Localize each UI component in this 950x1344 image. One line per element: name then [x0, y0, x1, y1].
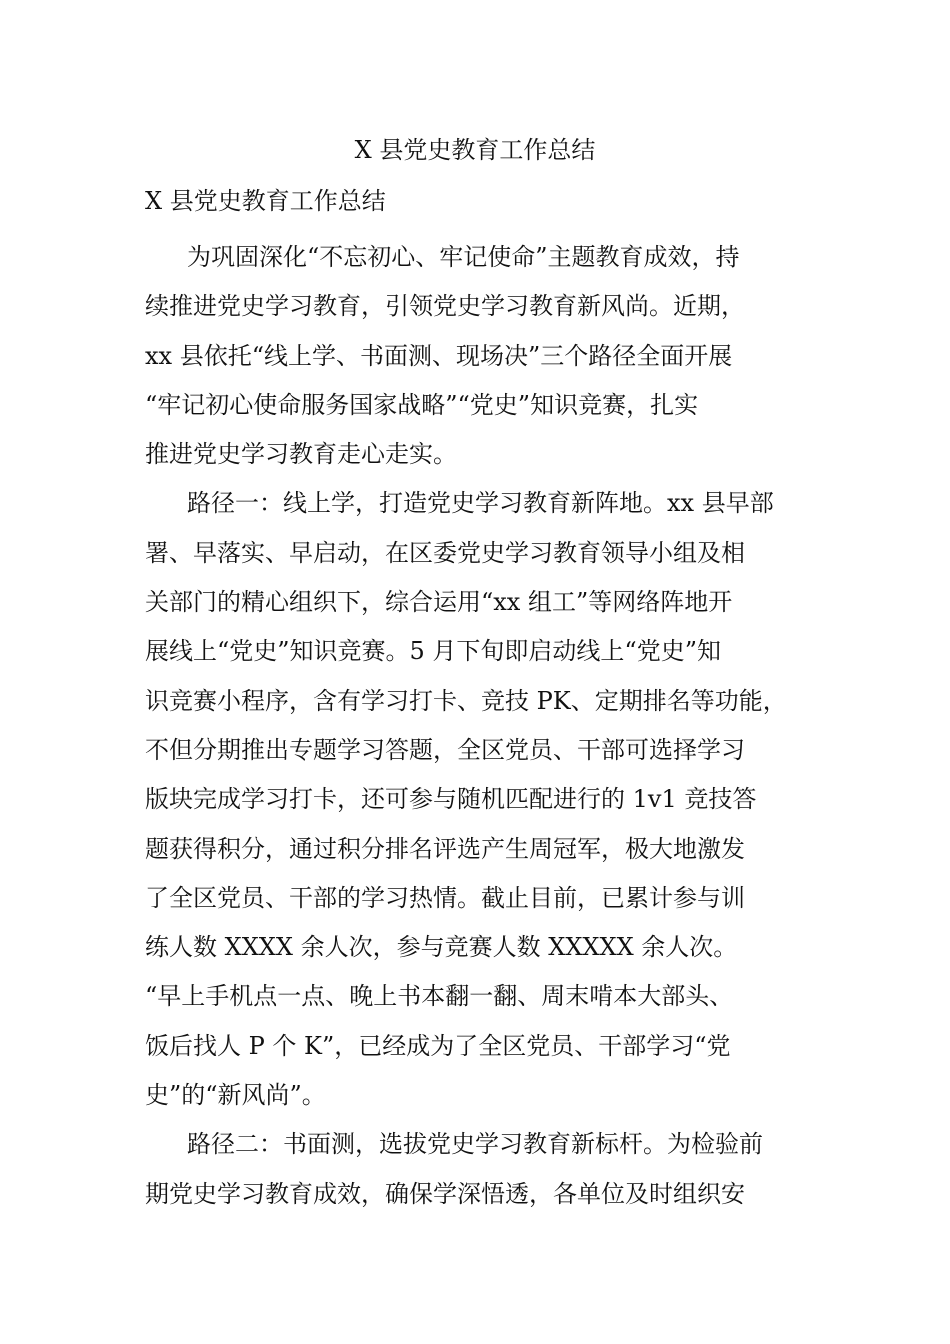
- text-line: 署、早落实、早启动，在区委党史学习教育领导小组及相: [145, 538, 745, 567]
- document-title: X 县党史教育工作总结: [354, 136, 596, 164]
- text-line: 史”的“新风尚”。: [145, 1081, 326, 1110]
- text-line: 路径二：书面测，选拔党史学习教育新标杆。为检验前: [187, 1130, 763, 1159]
- document-subtitle: X 县党史教育工作总结: [145, 187, 386, 215]
- text-line: 练人数 XXXX 余人次，参与竞赛人数 XXXXX 余人次。: [145, 933, 738, 962]
- text-line: xx 县依托“线上学、书面测、现场决”三个路径全面开展: [145, 341, 733, 370]
- text-line: 识竞赛小程序，含有学习打卡、竞技 PK、定期排名等功能，: [145, 686, 787, 715]
- text-line: 关部门的精心组织下，综合运用“xx 组工”等网络阵地开: [145, 588, 733, 617]
- text-line: 展线上“党史”知识竞赛。5 月下旬即启动线上“党史”知: [145, 637, 721, 666]
- text-line: 推进党史学习教育走心走实。: [145, 440, 457, 469]
- text-line: 题获得积分，通过积分排名评选产生周冠军，极大地激发: [145, 834, 745, 863]
- paragraph-intro: [145, 233, 810, 479]
- text-line: 为巩固深化“不忘初心、牢记使命”主题教育成效，持: [187, 243, 740, 271]
- paragraph-path-two: [145, 1120, 810, 1219]
- text-line: “早上手机点一点、晚上书本翻一翻、周末啃本大部头、: [145, 982, 734, 1011]
- text-line: 路径一：线上学，打造党史学习教育新阵地。xx 县早部: [187, 489, 774, 518]
- text-line: 饭后找人 P 个 K”，已经成为了全区党员、干部学习“党: [145, 1031, 731, 1060]
- text-line: 了全区党员、干部的学习热情。截止目前，已累计参与训: [145, 883, 745, 912]
- text-line: 续推进党史学习教育，引领党史学习教育新风尚。近期，: [145, 292, 745, 321]
- text-line: 不但分期推出专题学习答题，全区党员、干部可选择学习: [145, 735, 745, 764]
- text-line: “牢记初心使命服务国家战略”“党史”知识竞赛，扎实: [145, 390, 699, 419]
- document-body: [145, 233, 810, 1219]
- text-line: 期党史学习教育成效，确保学深悟透，各单位及时组织安: [145, 1179, 745, 1208]
- paragraph-path-one: [145, 479, 810, 1120]
- text-line: 版块完成学习打卡，还可参与随机匹配进行的 1v1 竞技答: [145, 785, 757, 814]
